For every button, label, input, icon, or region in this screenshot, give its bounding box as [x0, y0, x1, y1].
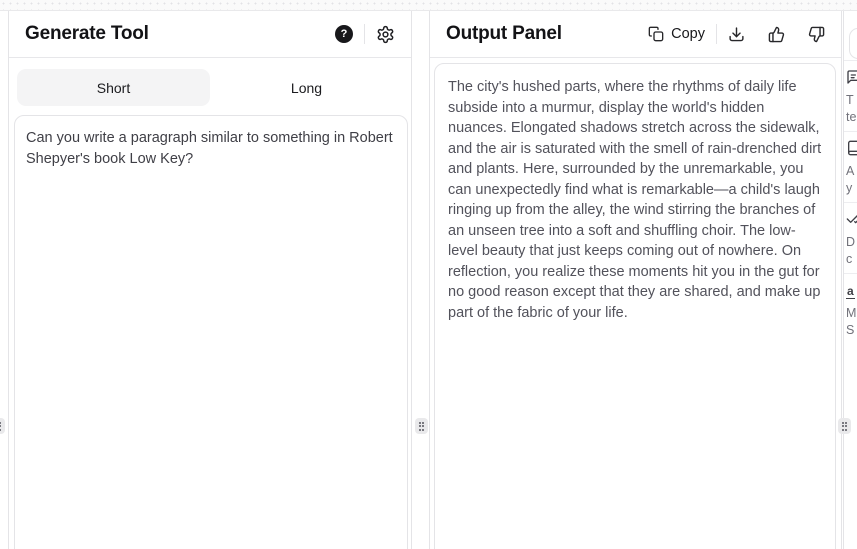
- grip-dots-icon: [0, 422, 1, 431]
- gear-icon: [376, 25, 395, 44]
- output-panel-header: [430, 11, 841, 58]
- generate-tool-panel: [8, 11, 412, 549]
- tab-long[interactable]: Long: [210, 69, 403, 106]
- left-resize-handle[interactable]: [0, 418, 5, 434]
- thumbs-up-button[interactable]: [768, 26, 785, 43]
- sidebar-item-4-line2: S: [846, 322, 855, 337]
- output-header-controls: [648, 24, 825, 44]
- generate-tool-header-actions: [335, 24, 395, 44]
- sidebar-item-3[interactable]: [844, 202, 857, 273]
- sidebar-item-2[interactable]: [844, 131, 857, 202]
- prompt-input[interactable]: [14, 115, 408, 549]
- middle-resize-handle[interactable]: [415, 418, 428, 434]
- dotted-canvas-strip: [0, 0, 857, 11]
- sidebar-item-4[interactable]: [844, 273, 857, 344]
- download-icon: [728, 26, 745, 43]
- output-panel-title: Output Panel: [446, 23, 562, 44]
- letter-a-icon: a: [847, 284, 854, 298]
- double-check-icon: [846, 211, 857, 227]
- sidebar-list: [844, 60, 857, 344]
- copy-icon: [648, 26, 664, 42]
- controls-divider: [716, 24, 717, 44]
- settings-button[interactable]: [376, 25, 395, 44]
- sidebar-item-4-line1: M: [846, 306, 857, 320]
- book-icon: [846, 140, 857, 156]
- download-button[interactable]: [728, 26, 745, 43]
- help-button[interactable]: [335, 25, 353, 43]
- copy-button[interactable]: [648, 26, 705, 42]
- sidebar-top-control[interactable]: [849, 28, 857, 59]
- generate-tool-header: [9, 11, 411, 58]
- sidebar-item-1-line2: te: [846, 109, 857, 124]
- right-sidebar-panel: [843, 11, 857, 549]
- sidebar-item-2-line1: A: [846, 164, 855, 178]
- sidebar-item-3-line2: c: [846, 251, 853, 266]
- thumbs-up-icon: [768, 26, 785, 43]
- output-text-card: The city's hushed parts, where the rhythms of daily life subside into a murmur, display the world's hidden nuances. Elongated shadows stretch across the sidewalk, and the air is saturated with the smell of rain-drenched dirt and plants. Here, surrounded by the unremarkable, you can unexpectedly find what is remarkable—a child's laugh ringing up from the alley, the wind stirring the branches of an unseen tree into a soft and shuffling choir. The low-level beauty that just keeps coming out of nowhere. On reflection, you realize these moments hit you in the gut for no good reason except that they are shared, and make up part of the fabric of your life.: [434, 63, 836, 549]
- grip-dots-icon: [842, 422, 848, 431]
- right-resize-handle[interactable]: [838, 418, 851, 434]
- grip-dots-icon: [419, 422, 425, 431]
- length-tabs: [9, 58, 411, 106]
- sidebar-item-1-line1: T: [846, 93, 854, 107]
- sidebar-item-1[interactable]: [844, 60, 857, 131]
- output-panel: [429, 11, 842, 549]
- message-icon: [846, 69, 857, 85]
- thumbs-down-icon: [808, 26, 825, 43]
- output-action-icons: [728, 26, 825, 43]
- tab-short[interactable]: Short: [17, 69, 210, 106]
- generate-tool-title: Generate Tool: [25, 23, 149, 44]
- thumbs-down-button[interactable]: [808, 26, 825, 43]
- help-icon: ?: [335, 25, 353, 43]
- sidebar-item-3-line1: D: [846, 235, 856, 249]
- header-divider: [364, 24, 365, 44]
- copy-label: Copy: [671, 26, 705, 42]
- sidebar-item-2-line2: y: [846, 180, 853, 195]
